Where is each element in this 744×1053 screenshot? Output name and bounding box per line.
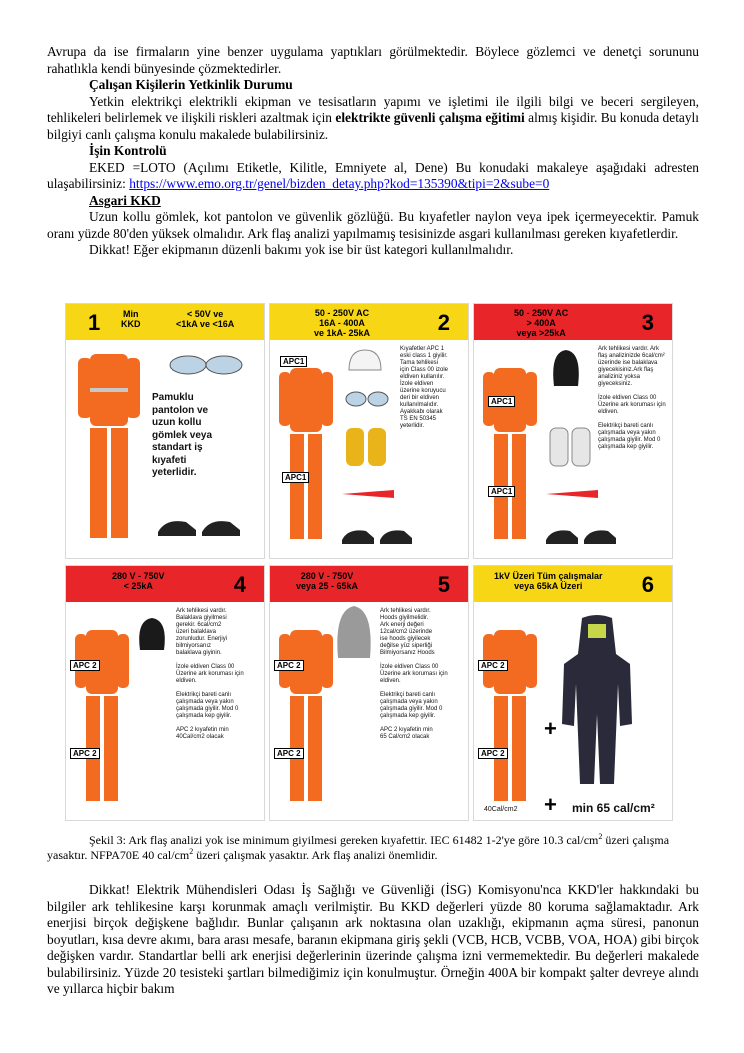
- panel-band-label: 50 - 250V AC > 400A veya >25kA: [514, 308, 569, 338]
- safety-glasses-icon: [345, 388, 389, 410]
- apc-label: APC1: [282, 472, 309, 483]
- panel-note: Ark tehlikesi vardır. Ark flaş analizinizde 6cal/cm² üzerinde ise balaklava giyecekisiniz.Ark flaş analiziniz yoksa giyeceksiniz. İzole eldiven Class 00 Üzerine ark koruması için eldiven. Elektrikçi bareti canlı çalışmada veya yakın çalışmada giyilir. Mod 0 çalışmada kep giyilir.: [598, 346, 666, 450]
- worker-figure: [72, 626, 132, 816]
- plus-icon: +: [544, 792, 557, 817]
- paragraph-warning: Dikkat! Eğer ekipmanın düzenli bakımı yok ise bir üst kategori kullanılmalıdır.: [89, 242, 514, 257]
- panel-number: 5: [437, 572, 450, 597]
- panel-note: Ark tehlikesi vardır. Balaklava giyilmesi gerekir. 6cal/cm2 üzeri balaklava zorunludur. Enerjiyi bilmiyorsanız balaklava giyinin. İzole eldiven Class 00 Üzerine ark koruması için eldiven. Elektrikçi bareti canlı çalışmada veya yakın çalışmada giyilir. Mod 0 çalışmada kep giyilir. APC 2 kıyafetin min 40Cal/cm2 olacak: [176, 608, 244, 740]
- pliers-icon: [544, 482, 600, 506]
- safety-shoes-icon: [340, 522, 420, 548]
- worker-figure: [276, 364, 336, 554]
- panel-band-label: 50 - 250V AC 16A - 400A ve 1kA- 25kA: [314, 308, 371, 338]
- paragraph-loto: EKED =LOTO (Açılımı Etiketle, Kilitle, Emniyete al, Dene) Bu konudaki makaleye aşağıdaki adresten ulaşabilirsiniz: https://www.emo.org.tr/genel/bizden_detay.php?kod=135390&tipi=2&sube=0: [47, 159, 699, 191]
- panel-2: [269, 303, 469, 559]
- panel-number: 6: [641, 572, 654, 597]
- panel-number: 4: [233, 572, 246, 597]
- heading-competence: Çalışan Kişilerin Yetkinlik Durumu: [89, 77, 293, 92]
- panel-5: [269, 565, 469, 821]
- apc-label: APC 2: [274, 660, 304, 671]
- panel-4: [65, 565, 265, 821]
- worker-figure: [276, 626, 336, 816]
- panel-band-label: 280 V - 750V veya 25 - 65kA: [296, 571, 359, 591]
- pliers-icon: [340, 482, 396, 506]
- gloves-icon: [546, 422, 596, 468]
- apc-label: APC 2: [70, 660, 100, 671]
- ppe-figure: [65, 303, 675, 825]
- panel-number: 1: [88, 310, 101, 335]
- worker-figure: [74, 348, 144, 548]
- heading-work-control: İşin Kontrolü: [89, 143, 167, 158]
- safety-shoes-icon: [156, 512, 246, 540]
- panel-band-label: Min KKD: [121, 309, 141, 329]
- balaclava-icon: [548, 346, 584, 390]
- panel-note: Ark tehlikesi vardır. Hoods giyilmelidir. Ark enerji değeri 12cal/cm2 üzerinde ise hoods giyilecek değilse yüz siperliği Bilmiyorsanız Hoods İzole eldiven Class 00 Üzerine ark koruması için eldiven. Elektrikçi bareti canlı çalışmada veya yakın çalışmada giyilir. Mod 0 çalışmada kep giyilir. APC 2 kıyafetin min 65 Cal/cm2 olacak: [380, 608, 448, 740]
- bold-training: elektrikte güvenli çalışma eğitimi: [335, 110, 525, 125]
- apc-label: APC 2: [70, 748, 100, 759]
- plus-icon: +: [544, 716, 557, 741]
- figure-caption: Şekil 3: Ark flaş analizi yok ise minimum giyilmesi gereken kıyafettir. IEC 61482 1-2'ye göre 10.3 cal/$cm^2$ üzeri çalışma yasaktır. NFPA70E 40 cal/$cm^2$ üzeri çalışmak yasaktır. Ark flaş analizi önemlidir.: [47, 832, 670, 862]
- insulated-gloves-icon: [342, 422, 392, 468]
- apc-label: APC1: [280, 356, 307, 367]
- apc-label: APC 2: [478, 748, 508, 759]
- worker-figure: [480, 364, 540, 554]
- paragraph-ppe-disclaimer: Dikkat! Elektrik Mühendisleri Odası İş Sağlığı ve Güvenliği (İSG) Komisyonu'nca KKD'ler hakkındaki bu bilgiler ark tehlikesine karşı korunmak amaçlı verilmiştir. Bu KKD değerleri yüzde 80 koruma sağlamaktadır. Ark enerjisi birçok değişkene bağlıdır. Bunlar çalışanın ark noktasına olan uzaklığı, ekipmanın açma süresi, panonun boyutları, kısa devre akımı, bara arası mesafe, baranın ekipmana giriş şekli (VCB, HCB, VCBB, VOA, HOA) gibi birçok değişken vardır. Standartlar belli ark enerjisi değerlerinin üzerinde çalışma izni vermemektedir. Bu değerleri makalede bulabilirsiniz. Yüzde 20 tesisteki şartları bilmediğimiz için konulmuştur. Örneğin 400A bir kompakt şalter devreye alındı ve yıllarca hiçbir bakım: [47, 882, 699, 996]
- heading-min-ppe: Asgari KKD: [89, 192, 161, 208]
- document-body: [47, 44, 699, 259]
- apc-label: APC 2: [478, 660, 508, 671]
- paragraph-min-ppe: Uzun kollu gömlek, kot pantolon ve güvenlik gözlüğü. Bu kıyafetler naylon veya ipek içermeyecektir. Pamuk oranı yüzde 80'den yüksek olmalıdır. Ark flaş analizi yapılmamış tesisinizde asgari kullanılması gereken kıyafetlerdir.: [47, 209, 699, 241]
- panel-note: Pamuklu pantolon ve uzun kollu gömlek veya standart iş kıyafeti yeterlidir.: [152, 392, 213, 478]
- apc-label: APC1: [488, 486, 515, 497]
- panel-number: 2: [437, 310, 450, 335]
- panel-3: [473, 303, 673, 559]
- balaclava-icon: [134, 614, 170, 654]
- panel-number: 3: [641, 310, 654, 335]
- panel-note: 40Cal/cm2: [484, 806, 518, 813]
- document-body-continued: [47, 882, 699, 998]
- min-rating-label: min 65 cal/cm²: [572, 801, 655, 815]
- panel-band-label: 280 V - 750V < 25kA: [112, 571, 165, 591]
- safety-glasses-icon: [166, 352, 246, 378]
- paragraph-competence: Yetkin elektrikçi elektrikli ekipman ve tesisatların yapımı ve işletimi ile ilgili bilgi ve beceri sergileyen, tehlikeleri belirlemek ve ilişkili riskleri azaltmak için elektrikte güvenli çalışma eğitimi almış kişidir. Bu konuda detaylı bilgiyi canlı çalışma konulu makalede bulabilirsiniz.: [47, 93, 699, 142]
- arc-hood-icon: [334, 604, 374, 660]
- panel-1: [65, 303, 265, 559]
- panel-band-label: 1kV Üzeri Tüm çalışmalar veya 65kA Üzeri: [494, 571, 603, 591]
- apc-label: APC 2: [274, 748, 304, 759]
- apc-label: APC1: [488, 396, 515, 407]
- arc-flash-suit-icon: [560, 614, 634, 794]
- panel-range: < 50V ve <1kA ve <16A: [176, 309, 235, 329]
- paragraph-intro: Avrupa da ise firmaların yine benzer uygulama yaptıkları görülmektedir. Böylece gözlemci ve denetçi sorununu rahatlıkla kendi bünyesinde çözmektedirler.: [47, 44, 699, 76]
- helmet-icon: [345, 346, 385, 374]
- article-link[interactable]: https://www.emo.org.tr/genel/bizden_detay.php?kod=135390&tipi=2&sube=0: [129, 176, 550, 191]
- safety-shoes-icon: [544, 522, 624, 548]
- worker-figure: [480, 626, 540, 816]
- panel-6: [473, 565, 673, 821]
- panel-note: Kıyafetler APC 1 eski class 1 giyilir. Tama tehlikesi için Class 00 izole eldiven kullanılır. İzole eldiven üzerine koruyucu deri bir eldiven kullanılmalıdır. Ayakkabı olarak TS EN 50345 yeterlidir.: [400, 346, 449, 429]
